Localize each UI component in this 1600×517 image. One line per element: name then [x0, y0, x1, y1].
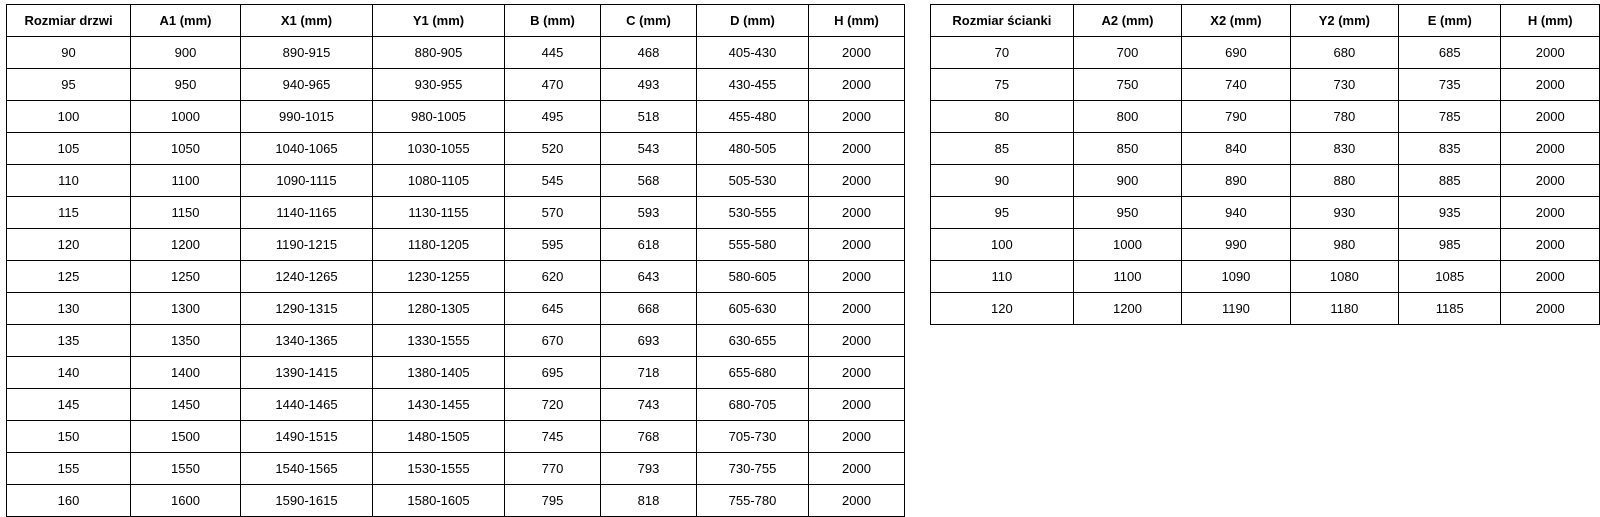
cell: 90 — [931, 165, 1074, 197]
cell: 985 — [1399, 229, 1501, 261]
cell: 700 — [1073, 37, 1181, 69]
cell: 1600 — [131, 485, 241, 517]
cell: 718 — [601, 357, 697, 389]
cell: 1450 — [131, 389, 241, 421]
cell: 1100 — [1073, 261, 1181, 293]
cell: 470 — [505, 69, 601, 101]
table-row — [7, 229, 905, 261]
cell: 880-905 — [373, 37, 505, 69]
cell: 430-455 — [697, 69, 809, 101]
cell: 1185 — [1399, 293, 1501, 325]
cell: 900 — [1073, 165, 1181, 197]
cell: 1040-1065 — [241, 133, 373, 165]
cell: 493 — [601, 69, 697, 101]
cell: 680-705 — [697, 389, 809, 421]
cell: 145 — [7, 389, 131, 421]
cell: 618 — [601, 229, 697, 261]
cell: 445 — [505, 37, 601, 69]
cell: 890 — [1182, 165, 1290, 197]
cell: 1190-1215 — [241, 229, 373, 261]
cell: 930 — [1290, 197, 1398, 229]
table-row — [931, 101, 1600, 133]
cell: 1330-1555 — [373, 325, 505, 357]
cell: 1350 — [131, 325, 241, 357]
cell: 1100 — [131, 165, 241, 197]
cell: 568 — [601, 165, 697, 197]
cell: 850 — [1073, 133, 1181, 165]
cell: 2000 — [809, 229, 905, 261]
cell: 1030-1055 — [373, 133, 505, 165]
cell: 680 — [1290, 37, 1398, 69]
cell: 890-915 — [241, 37, 373, 69]
cell: 1390-1415 — [241, 357, 373, 389]
cell: 980-1005 — [373, 101, 505, 133]
cell: 110 — [7, 165, 131, 197]
cell: 2000 — [809, 325, 905, 357]
cell: 1290-1315 — [241, 293, 373, 325]
cell: 1090-1115 — [241, 165, 373, 197]
cell: 468 — [601, 37, 697, 69]
table-row — [7, 197, 905, 229]
cell: 135 — [7, 325, 131, 357]
cell: 745 — [505, 421, 601, 453]
cell: 935 — [1399, 197, 1501, 229]
cell: 155 — [7, 453, 131, 485]
cell: 595 — [505, 229, 601, 261]
cell: 835 — [1399, 133, 1501, 165]
cell: 90 — [7, 37, 131, 69]
cell: 643 — [601, 261, 697, 293]
table-row — [7, 165, 905, 197]
cell: 2000 — [1501, 197, 1600, 229]
cell: 743 — [601, 389, 697, 421]
cell: 1540-1565 — [241, 453, 373, 485]
cell: 2000 — [1501, 37, 1600, 69]
cell: 1490-1515 — [241, 421, 373, 453]
column-header-e: E (mm) — [1399, 5, 1501, 37]
cell: 1530-1555 — [373, 453, 505, 485]
cell: 2000 — [809, 133, 905, 165]
cell: 1180-1205 — [373, 229, 505, 261]
cell: 160 — [7, 485, 131, 517]
column-header-h: H (mm) — [809, 5, 905, 37]
cell: 1380-1405 — [373, 357, 505, 389]
cell: 830 — [1290, 133, 1398, 165]
cell: 818 — [601, 485, 697, 517]
cell: 668 — [601, 293, 697, 325]
cell: 1230-1255 — [373, 261, 505, 293]
cell: 110 — [931, 261, 1074, 293]
cell: 693 — [601, 325, 697, 357]
cell: 2000 — [809, 453, 905, 485]
cell: 1580-1605 — [373, 485, 505, 517]
cell: 505-530 — [697, 165, 809, 197]
table-row — [7, 389, 905, 421]
table-row — [7, 325, 905, 357]
column-header-x2: X2 (mm) — [1182, 5, 1290, 37]
cell: 950 — [1073, 197, 1181, 229]
cell: 2000 — [1501, 133, 1600, 165]
cell: 95 — [931, 197, 1074, 229]
cell: 705-730 — [697, 421, 809, 453]
cell: 1500 — [131, 421, 241, 453]
cell: 1340-1365 — [241, 325, 373, 357]
cell: 1550 — [131, 453, 241, 485]
cell: 655-680 — [697, 357, 809, 389]
cell: 2000 — [1501, 165, 1600, 197]
table-row — [931, 37, 1600, 69]
table-row — [7, 261, 905, 293]
cell: 2000 — [1501, 69, 1600, 101]
cell: 1000 — [1073, 229, 1181, 261]
table-row — [7, 37, 905, 69]
cell: 2000 — [1501, 229, 1600, 261]
table-row — [931, 261, 1600, 293]
cell: 735 — [1399, 69, 1501, 101]
table-header-row — [7, 5, 905, 37]
cell: 1250 — [131, 261, 241, 293]
cell: 570 — [505, 197, 601, 229]
cell: 100 — [7, 101, 131, 133]
cell: 793 — [601, 453, 697, 485]
cell: 580-605 — [697, 261, 809, 293]
cell: 1080 — [1290, 261, 1398, 293]
wall-size-table — [930, 4, 1600, 325]
column-header-y1: Y1 (mm) — [373, 5, 505, 37]
cell: 95 — [7, 69, 131, 101]
column-header-b: B (mm) — [505, 5, 601, 37]
cell: 770 — [505, 453, 601, 485]
cell: 1090 — [1182, 261, 1290, 293]
table-row — [7, 357, 905, 389]
cell: 1400 — [131, 357, 241, 389]
cell: 750 — [1073, 69, 1181, 101]
cell: 950 — [131, 69, 241, 101]
table-row — [7, 133, 905, 165]
cell: 495 — [505, 101, 601, 133]
cell: 2000 — [809, 357, 905, 389]
cell: 695 — [505, 357, 601, 389]
cell: 1180 — [1290, 293, 1398, 325]
cell: 520 — [505, 133, 601, 165]
cell: 1480-1505 — [373, 421, 505, 453]
cell: 630-655 — [697, 325, 809, 357]
column-header-rozmiar-scianki: Rozmiar ścianki — [931, 5, 1074, 37]
cell: 140 — [7, 357, 131, 389]
cell: 2000 — [809, 101, 905, 133]
cell: 1050 — [131, 133, 241, 165]
cell: 2000 — [809, 485, 905, 517]
cell: 130 — [7, 293, 131, 325]
cell: 990-1015 — [241, 101, 373, 133]
cell: 768 — [601, 421, 697, 453]
cell: 1200 — [1073, 293, 1181, 325]
cell: 2000 — [1501, 101, 1600, 133]
cell: 70 — [931, 37, 1074, 69]
cell: 2000 — [1501, 261, 1600, 293]
cell: 543 — [601, 133, 697, 165]
cell: 790 — [1182, 101, 1290, 133]
table-row — [931, 165, 1600, 197]
cell: 545 — [505, 165, 601, 197]
cell: 1440-1465 — [241, 389, 373, 421]
column-header-h: H (mm) — [1501, 5, 1600, 37]
cell: 670 — [505, 325, 601, 357]
cell: 1085 — [1399, 261, 1501, 293]
cell: 645 — [505, 293, 601, 325]
cell: 2000 — [809, 197, 905, 229]
cell: 980 — [1290, 229, 1398, 261]
cell: 105 — [7, 133, 131, 165]
cell: 2000 — [1501, 293, 1600, 325]
cell: 455-480 — [697, 101, 809, 133]
cell: 1430-1455 — [373, 389, 505, 421]
cell: 780 — [1290, 101, 1398, 133]
cell: 1200 — [131, 229, 241, 261]
cell: 730-755 — [697, 453, 809, 485]
cell: 75 — [931, 69, 1074, 101]
column-header-a2: A2 (mm) — [1073, 5, 1181, 37]
cell: 2000 — [809, 261, 905, 293]
cell: 685 — [1399, 37, 1501, 69]
column-header-d: D (mm) — [697, 5, 809, 37]
cell: 480-505 — [697, 133, 809, 165]
cell: 1280-1305 — [373, 293, 505, 325]
table-row — [7, 453, 905, 485]
cell: 125 — [7, 261, 131, 293]
cell: 755-780 — [697, 485, 809, 517]
wall-size-table-container — [930, 4, 1600, 325]
table-row — [931, 229, 1600, 261]
cell: 940-965 — [241, 69, 373, 101]
cell: 1190 — [1182, 293, 1290, 325]
cell: 1130-1155 — [373, 197, 505, 229]
table-header-row — [931, 5, 1600, 37]
cell: 990 — [1182, 229, 1290, 261]
cell: 795 — [505, 485, 601, 517]
cell: 1000 — [131, 101, 241, 133]
cell: 690 — [1182, 37, 1290, 69]
cell: 885 — [1399, 165, 1501, 197]
column-header-y2: Y2 (mm) — [1290, 5, 1398, 37]
table-row — [931, 293, 1600, 325]
table-row — [931, 197, 1600, 229]
cell: 880 — [1290, 165, 1398, 197]
column-header-a1: A1 (mm) — [131, 5, 241, 37]
table-row — [931, 69, 1600, 101]
cell: 150 — [7, 421, 131, 453]
cell: 85 — [931, 133, 1074, 165]
cell: 80 — [931, 101, 1074, 133]
cell: 620 — [505, 261, 601, 293]
cell: 605-630 — [697, 293, 809, 325]
cell: 120 — [7, 229, 131, 261]
cell: 115 — [7, 197, 131, 229]
table-row — [7, 69, 905, 101]
cell: 785 — [1399, 101, 1501, 133]
cell: 720 — [505, 389, 601, 421]
cell: 1080-1105 — [373, 165, 505, 197]
cell: 120 — [931, 293, 1074, 325]
cell: 2000 — [809, 69, 905, 101]
table-row — [7, 101, 905, 133]
cell: 2000 — [809, 389, 905, 421]
cell: 940 — [1182, 197, 1290, 229]
cell: 593 — [601, 197, 697, 229]
table-row — [7, 485, 905, 517]
cell: 2000 — [809, 37, 905, 69]
cell: 930-955 — [373, 69, 505, 101]
table-row — [7, 421, 905, 453]
cell: 1240-1265 — [241, 261, 373, 293]
cell: 555-580 — [697, 229, 809, 261]
cell: 530-555 — [697, 197, 809, 229]
door-size-table-container — [6, 4, 905, 517]
cell: 1150 — [131, 197, 241, 229]
cell: 2000 — [809, 293, 905, 325]
cell: 2000 — [809, 165, 905, 197]
cell: 800 — [1073, 101, 1181, 133]
table-row — [7, 293, 905, 325]
cell: 1140-1165 — [241, 197, 373, 229]
cell: 740 — [1182, 69, 1290, 101]
column-header-c: C (mm) — [601, 5, 697, 37]
column-header-rozmiar-drzwi: Rozmiar drzwi — [7, 5, 131, 37]
cell: 1300 — [131, 293, 241, 325]
cell: 518 — [601, 101, 697, 133]
cell: 840 — [1182, 133, 1290, 165]
cell: 100 — [931, 229, 1074, 261]
table-row — [931, 133, 1600, 165]
cell: 1590-1615 — [241, 485, 373, 517]
cell: 730 — [1290, 69, 1398, 101]
cell: 900 — [131, 37, 241, 69]
column-header-x1: X1 (mm) — [241, 5, 373, 37]
cell: 2000 — [809, 421, 905, 453]
cell: 405-430 — [697, 37, 809, 69]
door-size-table — [6, 4, 905, 517]
